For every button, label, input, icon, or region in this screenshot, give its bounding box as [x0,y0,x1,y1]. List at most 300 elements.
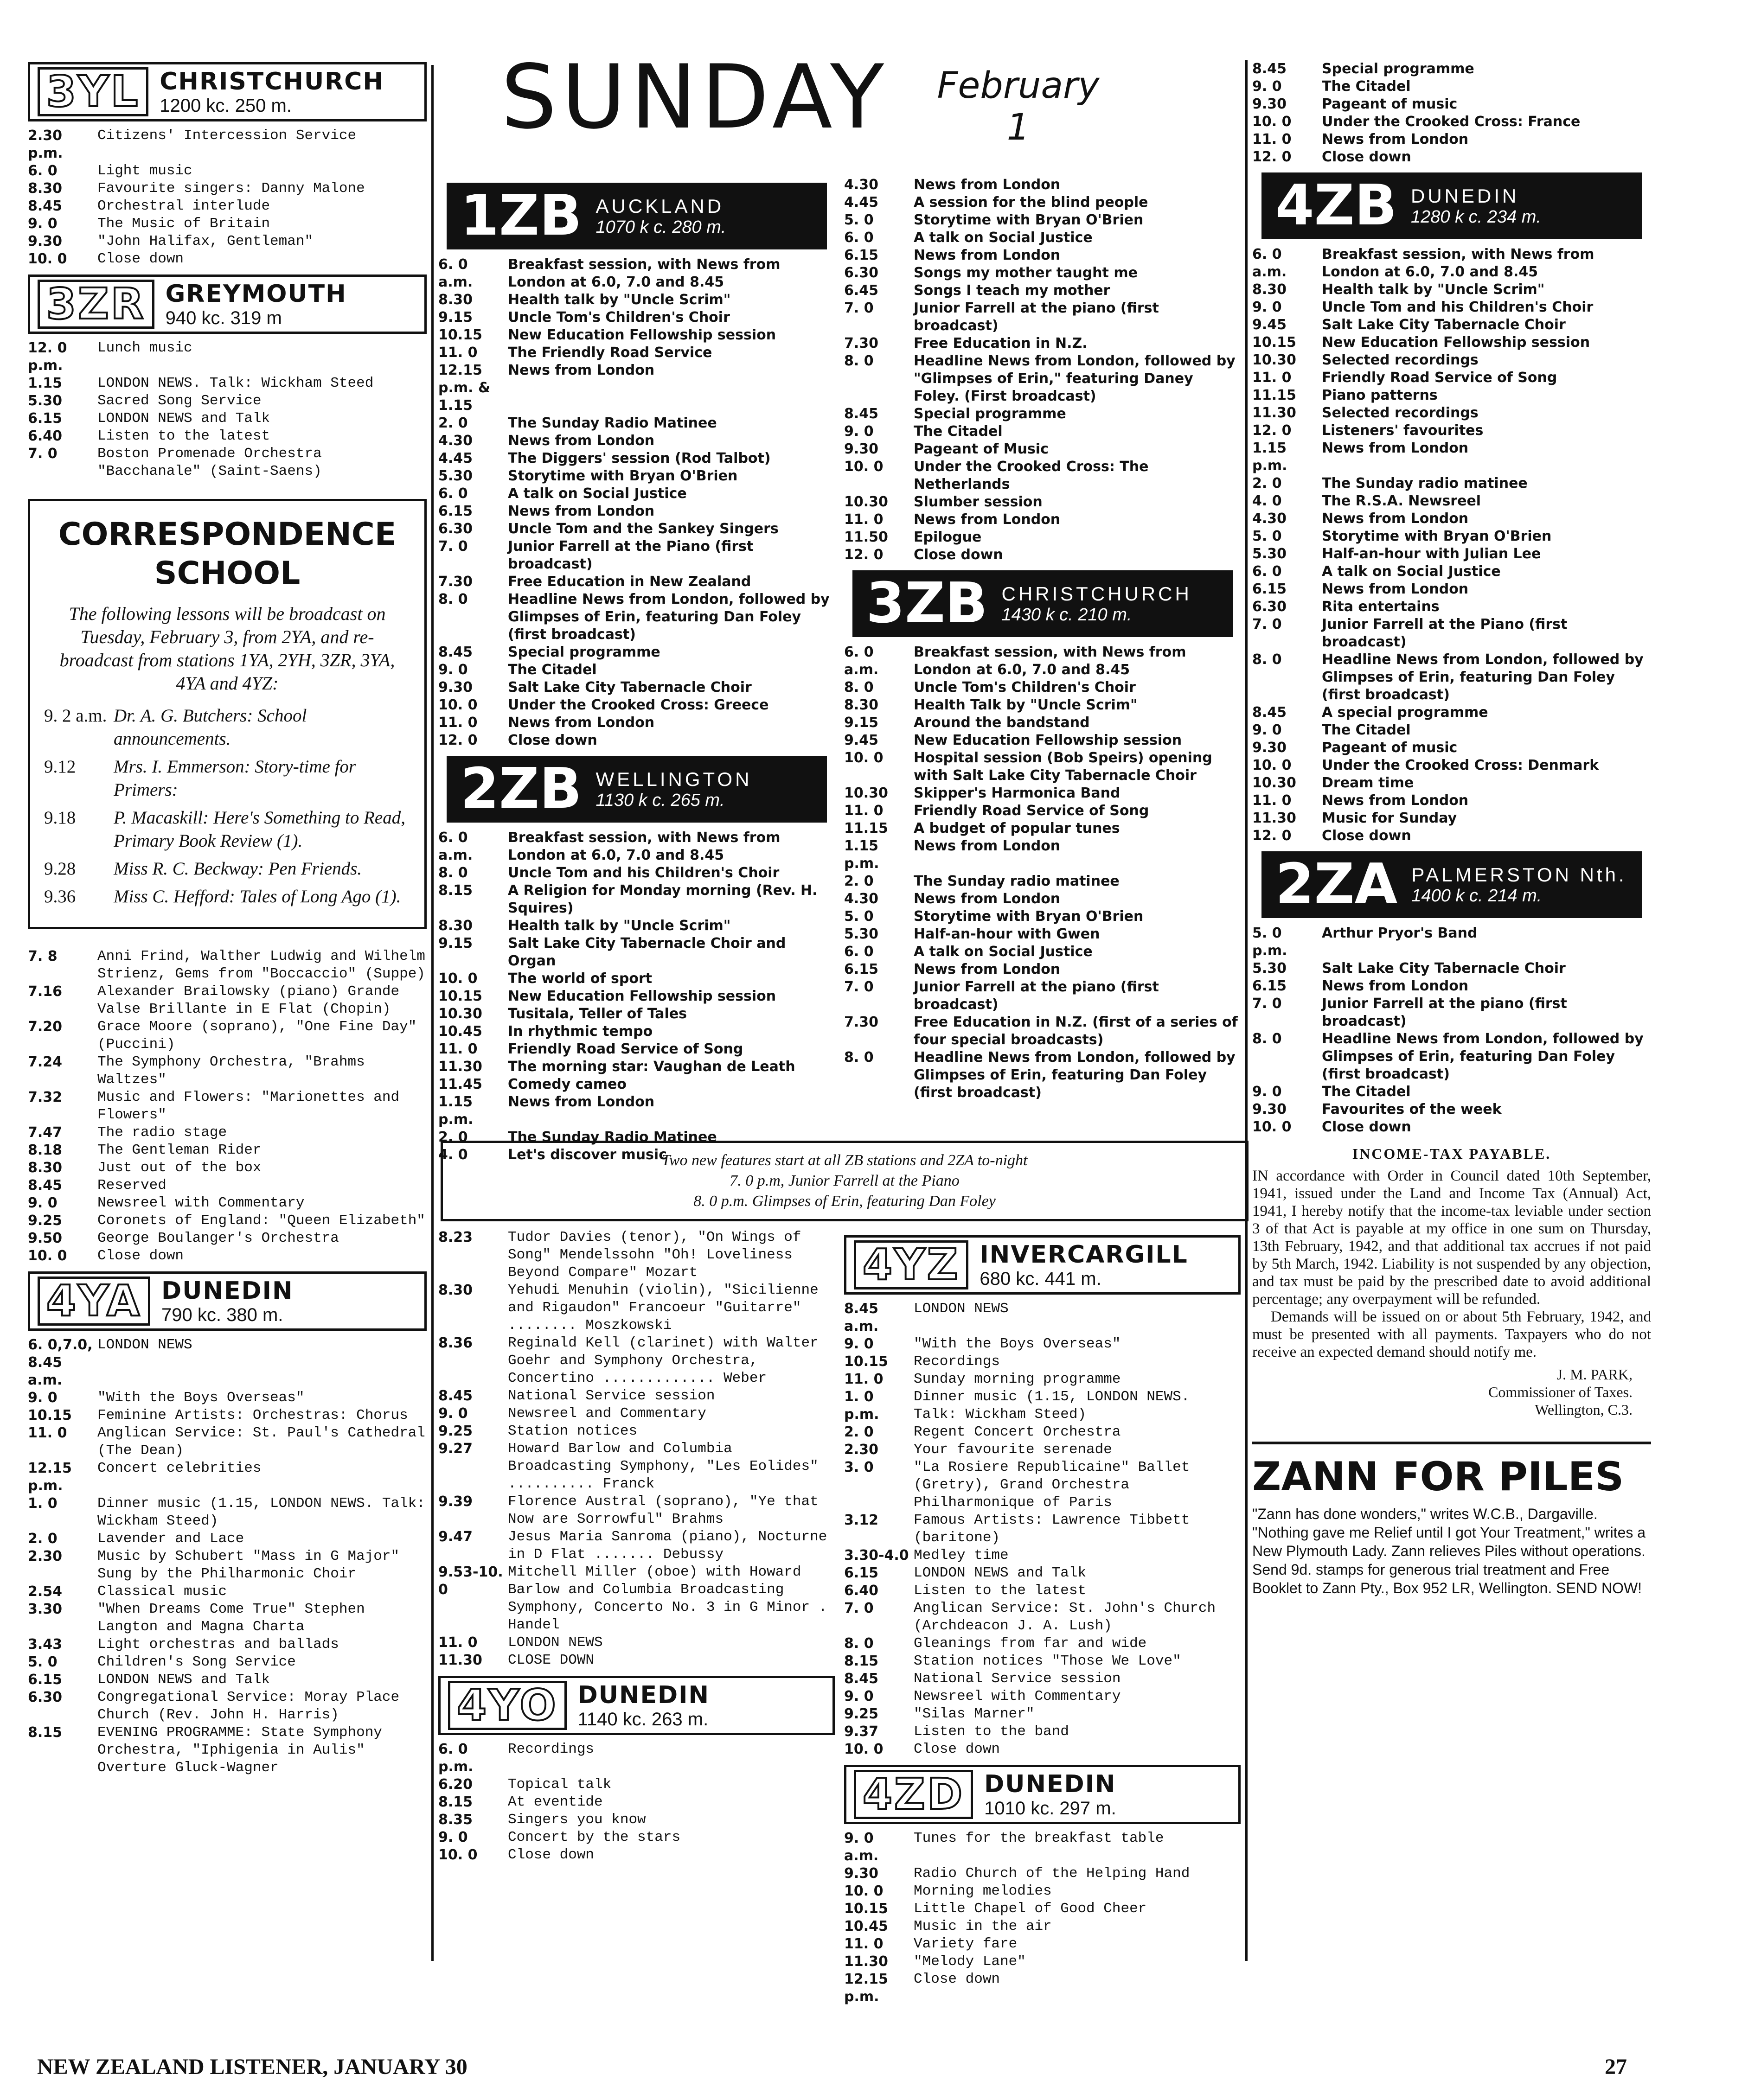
programme-time: 11. 0 [1252,792,1292,809]
programme-title: Dinner music (1.15, LONDON NEWS. Talk: Wickham Steed) [914,1389,1190,1423]
lesson-item [44,806,410,853]
programme-title: The Sunday Radio Matinee [508,415,717,431]
lesson-time: 9.12 [44,757,76,777]
call-sign: 3YL [38,67,148,116]
programme-title: Congregational Service: Moray Place Church (Rev. John H. Harris) [97,1689,400,1723]
programme-time: 7. 0 [844,300,874,316]
programme-title: Friendly Road Service of Song [508,1041,743,1057]
programme-title: Music for Sunday [1322,810,1457,826]
programme-title: Famous Artists: Lawrence Tibbett (baritone) [914,1512,1190,1546]
call-sign: 1ZB [460,184,582,248]
programme-title: Light orchestras and ballads [97,1636,339,1653]
programme-list [844,644,1241,1102]
programme-time: 9. 0 [28,216,58,232]
programme-title: Pageant of music [1322,740,1458,756]
programme-title: Concert celebrities [97,1460,262,1476]
programme-title: LONDON NEWS and Talk [914,1565,1087,1581]
programme-time: 7.47 [28,1124,63,1141]
programme-time: 6.15 [28,410,63,427]
programme-title: Special programme [914,406,1066,422]
programme-time: 3.30-4.0 [844,1547,909,1564]
frequency: 680 kc. 441 m. [980,1268,1101,1289]
programme-time: 9.25 [28,1213,63,1229]
programme-time: 9.30 [28,233,63,249]
programme-title: A Religion for Monday morning (Rev. H. Squires) [508,882,818,916]
programme-time: 7.20 [28,1019,63,1035]
frequency: 1070 k c. 280 m. [595,217,726,237]
station-header-3zr [28,274,427,334]
programme-title: Under the Crooked Cross: The Netherlands [914,459,1149,492]
programme-time: 8.45 [844,1671,879,1687]
programme-list [28,1336,427,1777]
programme-time: 10.15 [1252,334,1296,351]
programme-title: News from London [914,511,1061,528]
programme-time: 10. 0 [844,1883,884,1899]
lesson-time: 9.18 [44,808,76,828]
programme-time: 8.30 [844,697,879,713]
programme-title: News from London [914,177,1061,193]
station-header-2zb [447,756,827,823]
programme-time: 10.15 [438,327,482,343]
programme-time: 9.37 [844,1723,879,1740]
programme-title: Junior Farrell at the piano (first broadcast) [1322,996,1567,1029]
programme-title: The Diggers' session (Rod Talbot) [508,450,771,466]
programme-time: 2.54 [28,1583,63,1600]
city: DUNEDIN [984,1770,1116,1798]
programme-title: Topical talk [508,1776,612,1793]
programme-time: 9.30 [438,679,473,696]
programme-title: The morning star: Vaughan de Leath [508,1059,795,1075]
programme-time: 6.15 [844,961,879,977]
programme-time: 2. 0 [438,1129,468,1145]
city: DUNEDIN [1410,185,1519,207]
programme-time: 6. 0 a.m. [1252,246,1287,280]
programme-title: Piano patterns [1322,387,1438,403]
programme-title: Newsreel with Commentary [914,1688,1121,1704]
programme-time: 6.15 [28,1672,63,1688]
programme-title: Pageant of Music [914,441,1049,457]
programme-time: 7. 0 [844,979,874,995]
programme-title: A talk on Social Justice [508,485,687,502]
programme-title: Free Education in N.Z. [914,335,1088,351]
programme-title: Coronets of England: "Queen Elizabeth" [97,1213,425,1229]
programme-title: News from London [914,891,1061,907]
programme-title: New Education Fellowship session [914,732,1182,748]
programme-title: In rhythmic tempo [508,1023,653,1040]
programme-title: News from London [1322,792,1469,809]
programme-time: 6.30 [1252,599,1287,615]
programme-title: Epilogue [914,529,982,545]
programme-title: Classical music [97,1583,227,1600]
programme-title: "John Halifax, Gentleman" [97,233,314,249]
programme-title: Sunday morning programme [914,1371,1121,1387]
programme-time: 9. 0 [1252,722,1282,738]
programme-title: The Citadel [508,662,597,678]
programme-time: 5. 0 [1252,528,1282,544]
lesson-title: P. Macaskill: Here's Something to Read, Primary Book Review (1). [114,808,405,851]
programme-title: Free Education in N.Z. (first of a series of four special broadcasts) [914,1014,1238,1048]
programme-time: 9.45 [844,732,879,748]
programme-time: 11.45 [438,1076,482,1092]
programme-title: Lunch music [97,340,192,356]
city: AUCKLAND [595,195,724,217]
programme-title: A session for the blind people [914,194,1148,211]
programme-title: News from London [508,715,655,731]
call-sign: 4YO [448,1681,567,1730]
programme-title: Favourites of the week [1322,1101,1502,1117]
programme-title: Arthur Pryor's Band [1322,925,1478,941]
frequency: 1280 k c. 234 m. [1410,207,1541,227]
programme-time: 12. 0 [1252,149,1292,165]
programme-title: News from London [1322,131,1469,147]
call-sign: 4YA [38,1277,150,1326]
programme-time: 8.23 [438,1229,473,1245]
programme-title: Medley time [914,1547,1009,1564]
programme-title: The Music of Britain [97,216,270,232]
programme-title: News from London [1322,581,1469,597]
programme-title: Storytime with Bryan O'Brien [914,212,1144,228]
correspondence-title: CORRESPONDENCE SCHOOL [58,516,397,592]
programme-time: 3.43 [28,1636,63,1653]
call-sign: 3ZB [866,571,988,636]
programme-title: At eventide [508,1794,603,1810]
programme-title: Uncle Tom and the Sankey Singers [508,521,779,537]
programme-title: Uncle Tom's Children's Choir [914,679,1136,696]
programme-title: Close down [508,1847,595,1863]
programme-title: Close down [97,1248,184,1264]
programme-title: News from London [508,433,655,449]
frequency: 1200 kc. 250 m. [160,95,292,116]
programme-time: 10.30 [438,1006,482,1022]
programme-time: 6.15 [438,503,473,519]
lesson-item [44,755,410,802]
programme-title: Headline News from London, followed by Glimpses of Erin, featuring Dan Foley (first broadcast) [1322,1031,1644,1082]
programme-title: Station notices "Those We Love" [914,1653,1181,1669]
programme-title: "When Dreams Come True" Stephen Langton and Magna Charta [97,1601,365,1635]
programme-time: 2. 0 [844,873,874,889]
lesson-time: 9. 2 a.m. [44,706,107,726]
programme-title: Special programme [508,644,660,660]
programme-time: 9. 0 a.m. [844,1830,879,1864]
programme-time: 11.50 [844,529,888,545]
programme-title: Anglican Service: St. Paul's Cathedral (The Dean) [97,1425,425,1459]
programme-time: 9.27 [438,1441,473,1457]
programme-list [438,829,835,1164]
programme-time: 11. 0 [844,511,884,528]
programme-title: Dream time [1322,775,1414,791]
programme-time: 9. 0 [438,662,468,678]
programme-title: Uncle Tom and his Children's Choir [1322,299,1594,315]
frequency: 1400 k c. 214 m. [1411,886,1542,906]
column-3-lower [844,1229,1241,2006]
programme-title: Storytime with Bryan O'Brien [914,908,1144,925]
programme-title: Howard Barlow and Columbia Broadcasting Symphony, "Les Eolides" .......... Franck [508,1441,819,1492]
programme-time: 11. 0 [438,1041,478,1057]
lesson-title: Mrs. I. Emmerson: Story-time for Primers: [114,757,356,800]
programme-title: The Citadel [1322,78,1411,95]
programme-time: 3.12 [844,1512,879,1528]
frequency: 1430 k c. 210 m. [1001,605,1132,625]
programme-time: 10. 0 [28,1248,67,1264]
programme-time: 10.30 [1252,352,1296,368]
programme-title: Gleanings from far and wide [914,1635,1147,1652]
programme-time: 10. 0 [1252,1119,1292,1135]
zann-advertisement [1252,1442,1651,1597]
programme-title: Dinner music (1.15, LONDON NEWS. Talk: Wickham Steed) [97,1495,425,1529]
programme-title: Close down [1322,149,1411,165]
programme-title: Under the Crooked Cross: France [1322,114,1581,130]
programme-time: 7.30 [844,335,879,351]
programme-title: The Sunday radio matinee [1322,475,1528,491]
programme-title: A special programme [1322,704,1488,721]
programme-list [844,1830,1241,2006]
programme-time: 6. 0,7.0, 8.45 a.m. [28,1337,93,1388]
programme-title: News from London [1322,440,1469,456]
programme-list [438,1741,835,1864]
programme-time: 11.30 [438,1059,482,1075]
programme-time: 6.15 [1252,978,1287,994]
programme-time: 4.30 [844,891,879,907]
programme-time: 6. 0 [1252,563,1282,580]
column-2 [438,176,835,1164]
programme-title: Reserved [97,1177,166,1194]
programme-title: The Sunday Radio Matinee [508,1129,717,1145]
programme-time: 6.40 [844,1583,879,1599]
programme-title: National Service session [508,1388,715,1404]
programme-title: Music in the air [914,1918,1052,1934]
city: INVERCARGILL [980,1240,1188,1269]
programme-title: LONDON NEWS [914,1301,1009,1317]
programme-title: Breakfast session, with News from London at 6.0, 7.0 and 8.45 [508,830,781,863]
programme-title: "La Rosiere Republicaine" Ballet (Gretry), Grand Orchestra Philharmonique of Paris [914,1459,1190,1511]
programme-time: 9.47 [438,1529,473,1545]
programme-title: Junior Farrell at the Piano (first broadcast) [508,538,754,572]
programme-time: 8.45 [438,1388,473,1404]
programme-title: Listen to the latest [97,428,270,444]
programme-title: Yehudi Menuhin (violin), "Sicilienne and Rigaudon" Francoeur "Guitarre" ........ Moszkowski [508,1282,819,1334]
programme-title: The radio stage [97,1124,227,1141]
programme-time: 10.15 [844,1901,888,1917]
lesson-title: Miss R. C. Beckway: Pen Friends. [114,859,362,879]
programme-time: 9. 0 [844,1336,874,1352]
programme-time: 10.15 [28,1407,72,1423]
programme-time: 11.15 [844,820,888,836]
programme-time: 8. 0 [1252,1031,1282,1047]
programme-title: Health talk by "Uncle Scrim" [508,292,731,308]
programme-time: 9.39 [438,1494,473,1510]
programme-time: 8.45 [844,406,879,422]
programme-time: 8.18 [28,1142,63,1158]
programme-title: Headline News from London, followed by Glimpses of Erin, featuring Dan Foley (first broadcast) [1322,651,1644,703]
programme-time: 9.25 [438,1423,473,1439]
programme-title: "With the Boys Overseas" [97,1390,305,1406]
programme-title: Headline News from London, followed by Glimpses of Erin, featuring Dan Foley (first broadcast) [508,591,830,643]
programme-title: Uncle Tom and his Children's Choir [508,865,780,881]
zann-body: "Zann has done wonders," writes W.C.B., Dargaville. "Nothing gave me Relief until I got Your Treatment," writes a New Plymouth Lady. Zann relieves Piles without operations. Send 9d. stamps for generous trial treatment and Free Booklet to Zann Pty., Box 952 LR, Wellington. SEND NOW! [1252,1506,1646,1596]
column-4 [1252,60,1651,1597]
programme-title: The Citadel [1322,722,1411,738]
programme-title: Half-an-hour with Gwen [914,926,1100,942]
programme-time: 9.30 [1252,96,1287,112]
programme-title: News from London [1322,511,1469,527]
programme-title: Music and Flowers: "Marionettes and Flowers" [97,1089,400,1123]
programme-time: 8. 0 [438,865,468,881]
programme-time: 11. 0 [438,1634,478,1651]
programme-time: 5. 0 p.m. [1252,925,1287,959]
programme-time: 11. 0 [438,715,478,731]
programme-time: 6.30 [844,265,879,281]
programme-title: News from London [508,1094,655,1110]
programme-title: Under the Crooked Cross: Denmark [1322,757,1599,773]
programme-time: 6. 0 a.m. [438,830,473,863]
programme-time: 2.30 [844,1442,879,1458]
programme-title: Tunes for the breakfast table [914,1830,1164,1846]
programme-time: 7.32 [28,1089,63,1105]
programme-title: Salt Lake City Tabernacle Choir [508,679,752,696]
programme-title: Florence Austral (soprano), "Ye that Now are Sorrowful" Brahms [508,1494,819,1527]
programme-time: 8.15 [438,1794,473,1810]
programme-time: 5.30 [28,393,63,409]
column-1 [28,56,427,1777]
programme-title: New Education Fellowship session [508,988,776,1004]
programme-time: 1. 0 [28,1495,58,1512]
programme-title: Songs I teach my mother [914,282,1110,299]
programme-time: 8.35 [438,1812,473,1828]
programme-title: Health talk by "Uncle Scrim" [1322,281,1545,298]
programme-title: "Silas Marner" [914,1706,1035,1722]
programme-time: 9. 0 [1252,78,1282,95]
programme-title: Selected recordings [1322,352,1479,368]
programme-title: The Citadel [914,423,1003,440]
programme-time: 3.30 [28,1601,63,1617]
programme-title: "With the Boys Overseas" [914,1336,1121,1352]
programme-time: 11.30 [1252,405,1296,421]
frequency: 1130 k c. 265 m. [595,790,725,810]
programme-title: Favourite singers: Danny Malone [97,180,365,197]
programme-time: 4.45 [844,194,879,211]
programme-time: 12.15 p.m. [28,1460,72,1494]
programme-title: LONDON NEWS and Talk [97,410,270,427]
programme-time: 8.45 [28,1177,63,1194]
programme-time: 5.30 [1252,960,1287,977]
programme-title: Reginald Kell (clarinet) with Walter Goehr and Symphony Orchestra, Concertino ............. Weber [508,1335,819,1386]
programme-time: 5. 0 [844,908,874,925]
call-sign: 3ZR [38,280,154,329]
programme-title: Singers you know [508,1812,646,1828]
programme-title: EVENING PROGRAMME: State Symphony Orchestra, "Iphigenia in Aulis" Overture Gluck-Wagner [97,1724,382,1776]
programme-title: The Gentleman Rider [97,1142,262,1158]
lesson-item [44,885,410,908]
programme-time: 6. 0 p.m. [438,1741,474,1775]
correspondence-intro: The following lessons will be broadcast on Tuesday, February 3, from 2YA, and re-broadcast from stations 1YA, 2YH, 3ZR, 3YA, 4YA and 4YZ: [59,603,395,694]
station-header-4ya [28,1271,427,1331]
programme-title: Anglican Service: St. John's Church (Archdeacon J. A. Lush) [914,1600,1216,1634]
programme-time: 6.15 [1252,581,1287,597]
frequency: 1140 kc. 263 m. [577,1709,709,1730]
programme-title: News from London [1322,978,1469,994]
programme-time: 1.15 [28,375,63,391]
programme-list [844,176,1241,564]
programme-time: 10. 0 [1252,114,1292,130]
programme-time: 11.15 [1252,387,1296,403]
programme-time: 9. 0 [28,1195,58,1211]
programme-title: Breakfast session, with News from London at 6.0, 7.0 and 8.45 [914,644,1186,678]
city: CHRISTCHURCH [160,67,384,96]
programme-time: 1.15 p.m. [844,838,879,872]
programme-title: Storytime with Bryan O'Brien [1322,528,1552,544]
zann-title: ZANN FOR PILES [1252,1454,1624,1500]
page-date: February 1 [937,65,1100,148]
programme-title: Health Talk by "Uncle Scrim" [914,697,1138,713]
programme-title: Breakfast session, with News from London at 6.0, 7.0 and 8.45 [1322,246,1594,280]
programme-time: 8.15 [438,882,473,899]
station-header-3yl [28,62,427,121]
programme-title: Around the bandstand [914,715,1090,731]
programme-time: 6.15 [844,247,879,263]
programme-time: 9.15 [844,715,879,731]
programme-time: 9.25 [844,1706,879,1722]
programme-title: Radio Church of the Helping Hand [914,1865,1190,1882]
programme-title: Listen to the band [914,1723,1069,1740]
programme-title: Listeners' favourites [1322,422,1484,439]
programme-list [1252,925,1651,1136]
programme-title: Close down [97,251,184,267]
programme-time: 11. 0 [844,803,884,819]
programme-title: Orchestral interlude [97,198,270,214]
programme-time: 9.15 [438,309,473,326]
programme-time: 7.24 [28,1054,63,1070]
programme-title: News from London [914,247,1061,263]
programme-title: Close down [1322,1119,1411,1135]
programme-title: Headline News from London, followed by Glimpses of Erin, featuring Dan Foley (first broadcast) [914,1049,1236,1101]
programme-time: 9.30 [844,1865,879,1882]
programme-time: 4.30 [438,433,473,449]
call-sign: 4ZD [854,1770,973,1819]
programme-title: Skipper's Harmonica Band [914,785,1121,801]
programme-time: 8.15 [844,1653,879,1669]
programme-list [844,1300,1241,1758]
programme-time: 1. 0 p.m. [844,1389,879,1423]
programme-time: 10.45 [438,1023,482,1040]
city: DUNEDIN [577,1681,710,1709]
programme-title: Regent Concert Orchestra [914,1424,1121,1440]
programme-title: Uncle Tom's Children's Choir [508,309,730,326]
programme-time: 11. 0 [438,345,478,361]
programme-title: LONDON NEWS. Talk: Wickham Steed [97,375,374,391]
programme-title: Free Education in New Zealand [508,574,751,590]
programme-time: 8.15 [28,1724,63,1741]
programme-list [1252,60,1651,166]
programme-time: 9.50 [28,1230,63,1246]
lesson-item [44,704,410,751]
programme-time: 8. 0 [844,1049,874,1066]
programme-title: Variety fare [914,1936,1018,1952]
programme-title: Pageant of music [1322,96,1458,112]
programme-time: 7. 0 [28,446,58,462]
programme-time: 8.30 [28,180,63,197]
programme-title: News from London [508,362,655,378]
programme-list [1252,246,1651,845]
tax-body: IN accordance with Order in Council dated 10th September, 1941, issued under the Land and Income Tax (Annual) Act, 1941, I hereby notify that the income-tax leviable under section 3 of that Act is payable at my office in one sum on Thursday, 13th February, 1942, and that additional tax accrues if not paid by 5th March, 1942. Liability is not suspended by any objection, and tax must be paid by the prescribed date to avoid additional percentage; any overpayment will be refunded. [1252,1168,1651,1308]
lesson-title: Dr. A. G. Butchers: School announcements. [114,706,307,749]
programme-title: Light music [97,163,192,179]
programme-time: 11. 0 [28,1425,67,1441]
lesson-title: Miss C. Hefford: Tales of Long Ago (1). [114,887,401,906]
page-number: 27 [1605,2055,1627,2079]
programme-title: National Service session [914,1671,1121,1687]
programme-title: Hospital session (Bob Speirs) opening with Salt Lake City Tabernacle Choir [914,750,1212,784]
programme-time: 8.30 [438,918,473,934]
